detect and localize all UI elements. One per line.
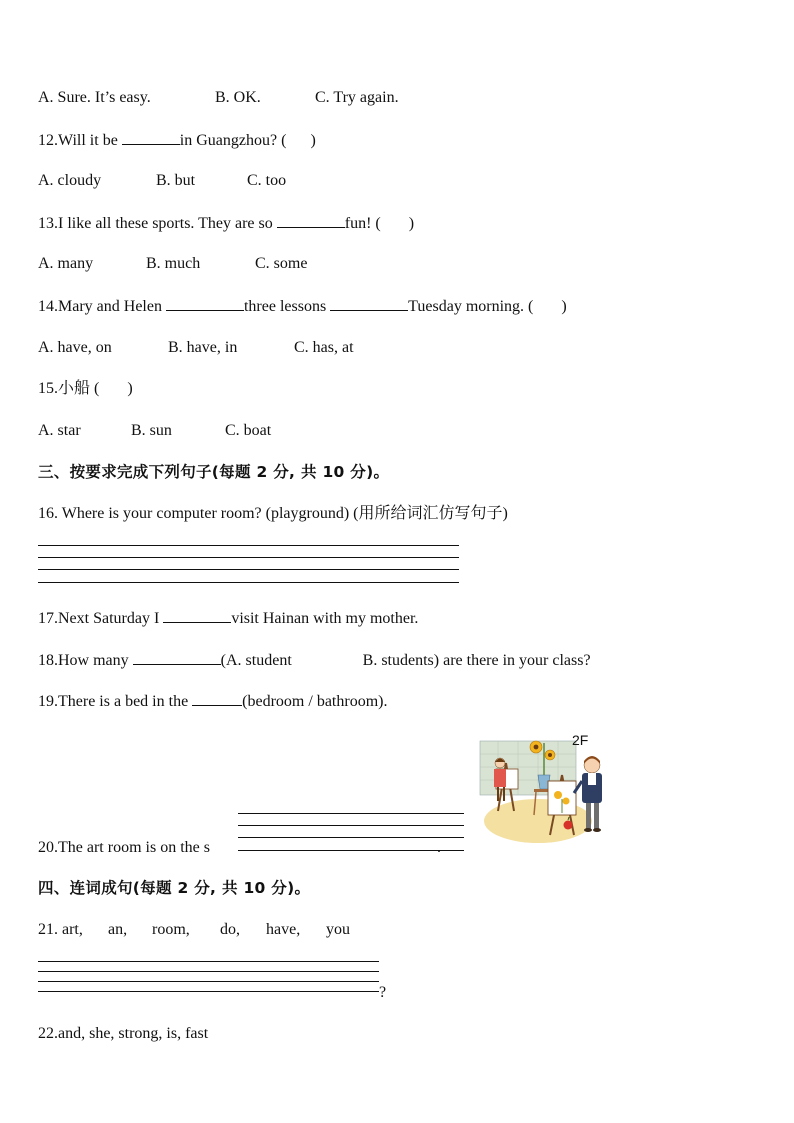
q12-options bbox=[38, 171, 286, 191]
q20-question bbox=[38, 838, 441, 858]
floor-label-2f: 2F bbox=[572, 735, 589, 748]
q15-number: 15. bbox=[38, 380, 58, 397]
q21-question-mark: ? bbox=[379, 984, 387, 1001]
q15-options bbox=[38, 421, 271, 441]
q20-number: 20. bbox=[38, 839, 58, 856]
q21-answer-line[interactable] bbox=[38, 981, 379, 982]
q14-blank-2[interactable] bbox=[330, 296, 408, 311]
q22-number: 22. bbox=[38, 1025, 58, 1042]
q18-option-a: (A. student bbox=[220, 652, 292, 669]
q19-text-after: (bedroom / bathroom). bbox=[242, 693, 388, 710]
q19-question bbox=[38, 691, 387, 712]
q21-question bbox=[38, 920, 350, 940]
q21-word: you bbox=[326, 921, 350, 938]
q14-question bbox=[38, 296, 567, 317]
q21-word: have, bbox=[266, 921, 301, 938]
q21-word: do, bbox=[220, 921, 240, 938]
q18-blank[interactable] bbox=[133, 650, 221, 665]
q18-number: 18. bbox=[38, 652, 58, 669]
q17-question bbox=[38, 608, 418, 629]
q13-option-b: B. much bbox=[146, 255, 201, 272]
q12-question bbox=[38, 130, 316, 151]
q21-word: art, bbox=[62, 921, 83, 938]
q13-text-before: I like all these sports. They are so bbox=[58, 215, 277, 232]
q16-answer-line[interactable] bbox=[38, 545, 459, 546]
q12-option-b: B. but bbox=[156, 172, 196, 189]
q12-blank[interactable] bbox=[122, 130, 180, 145]
q19-number: 19. bbox=[38, 693, 58, 710]
q13-text-after: fun! ( bbox=[344, 215, 381, 232]
q12-text-after: in Guangzhou? ( bbox=[179, 132, 287, 149]
q16-answer-line[interactable] bbox=[38, 557, 459, 558]
q14-option-b: B. have, in bbox=[168, 339, 238, 356]
q21-number: 21. bbox=[38, 921, 62, 938]
q12-paren-close: ) bbox=[310, 132, 316, 149]
q21-answer-line[interactable] bbox=[38, 991, 379, 992]
q15-question bbox=[38, 379, 133, 399]
q13-blank[interactable] bbox=[277, 213, 345, 228]
q18-question bbox=[38, 650, 591, 671]
q21-word: an, bbox=[108, 921, 128, 938]
q21-answer-line[interactable] bbox=[38, 971, 379, 972]
q21-word: room, bbox=[152, 921, 190, 938]
q12-option-a: A. cloudy bbox=[38, 172, 102, 189]
q15-paren-close: ) bbox=[127, 380, 133, 397]
q13-option-a: A. many bbox=[38, 255, 94, 272]
q14-option-a: A. have, on bbox=[38, 339, 112, 356]
q18-text-before: How many bbox=[58, 652, 133, 669]
q15-option-a: A. star bbox=[38, 422, 81, 439]
q14-text-before: Mary and Helen bbox=[58, 298, 166, 315]
q17-text-before: Next Saturday I bbox=[58, 610, 164, 627]
q20-text: The art room is on the s bbox=[58, 839, 210, 856]
q13-paren-close: ) bbox=[408, 215, 415, 232]
q20-answer-line[interactable] bbox=[238, 825, 464, 826]
q22-text: and, she, strong, is, fast bbox=[58, 1025, 209, 1042]
section-4-heading: 四、连词成句(每题 2 分, 共 10 分)。 bbox=[38, 879, 311, 897]
q17-blank[interactable] bbox=[163, 608, 231, 623]
q14-number: 14. bbox=[38, 298, 58, 315]
q16-answer-line[interactable] bbox=[38, 569, 459, 570]
q17-number: 17. bbox=[38, 610, 58, 627]
q15-option-b: B. sun bbox=[131, 422, 172, 439]
q11-option-a: A. Sure. It’s easy. bbox=[38, 89, 151, 106]
q20-answer-line[interactable] bbox=[238, 813, 464, 814]
q13-option-c: C. some bbox=[255, 255, 308, 272]
q14-blank-1[interactable] bbox=[166, 296, 244, 311]
section-3-heading: 三、按要求完成下列句子(每题 2 分, 共 10 分)。 bbox=[38, 463, 390, 481]
q16-answer-line[interactable] bbox=[38, 582, 459, 583]
q22-question bbox=[38, 1024, 208, 1044]
q17-text-after: visit Hainan with my mother. bbox=[231, 610, 419, 627]
q19-text-before: There is a bed in the bbox=[58, 693, 193, 710]
q15-option-c: C. boat bbox=[225, 422, 272, 439]
q12-text-before: Will it be bbox=[58, 132, 122, 149]
q12-number: 12. bbox=[38, 132, 58, 149]
q14-option-c: C. has, at bbox=[294, 339, 354, 356]
q11-option-c: C. Try again. bbox=[315, 89, 399, 106]
q13-options bbox=[38, 254, 307, 274]
q16-question bbox=[38, 504, 508, 524]
q18-text-after: B. students) are there in your class? bbox=[362, 652, 591, 669]
q14-options bbox=[38, 338, 354, 358]
q12-option-c: C. too bbox=[247, 172, 287, 189]
q11-options bbox=[38, 88, 399, 108]
q20-end: . bbox=[436, 839, 441, 856]
q16-text: Where is your computer room? (playground) (用所给词汇仿写句子) bbox=[61, 505, 508, 522]
q14-text-after: Tuesday morning. ( bbox=[408, 298, 534, 315]
q21-answer-line[interactable] bbox=[38, 961, 379, 962]
q14-paren-close: ) bbox=[561, 298, 567, 315]
q13-question bbox=[38, 213, 414, 234]
q14-text-mid: three lessons bbox=[243, 298, 331, 315]
q16-number: 16. bbox=[38, 505, 62, 522]
q13-number: 13. bbox=[38, 215, 58, 232]
q11-option-b: B. OK. bbox=[215, 89, 261, 106]
q15-word: 小船 ( bbox=[58, 380, 100, 397]
art-room-illustration bbox=[478, 735, 614, 850]
q19-blank[interactable] bbox=[192, 691, 242, 706]
